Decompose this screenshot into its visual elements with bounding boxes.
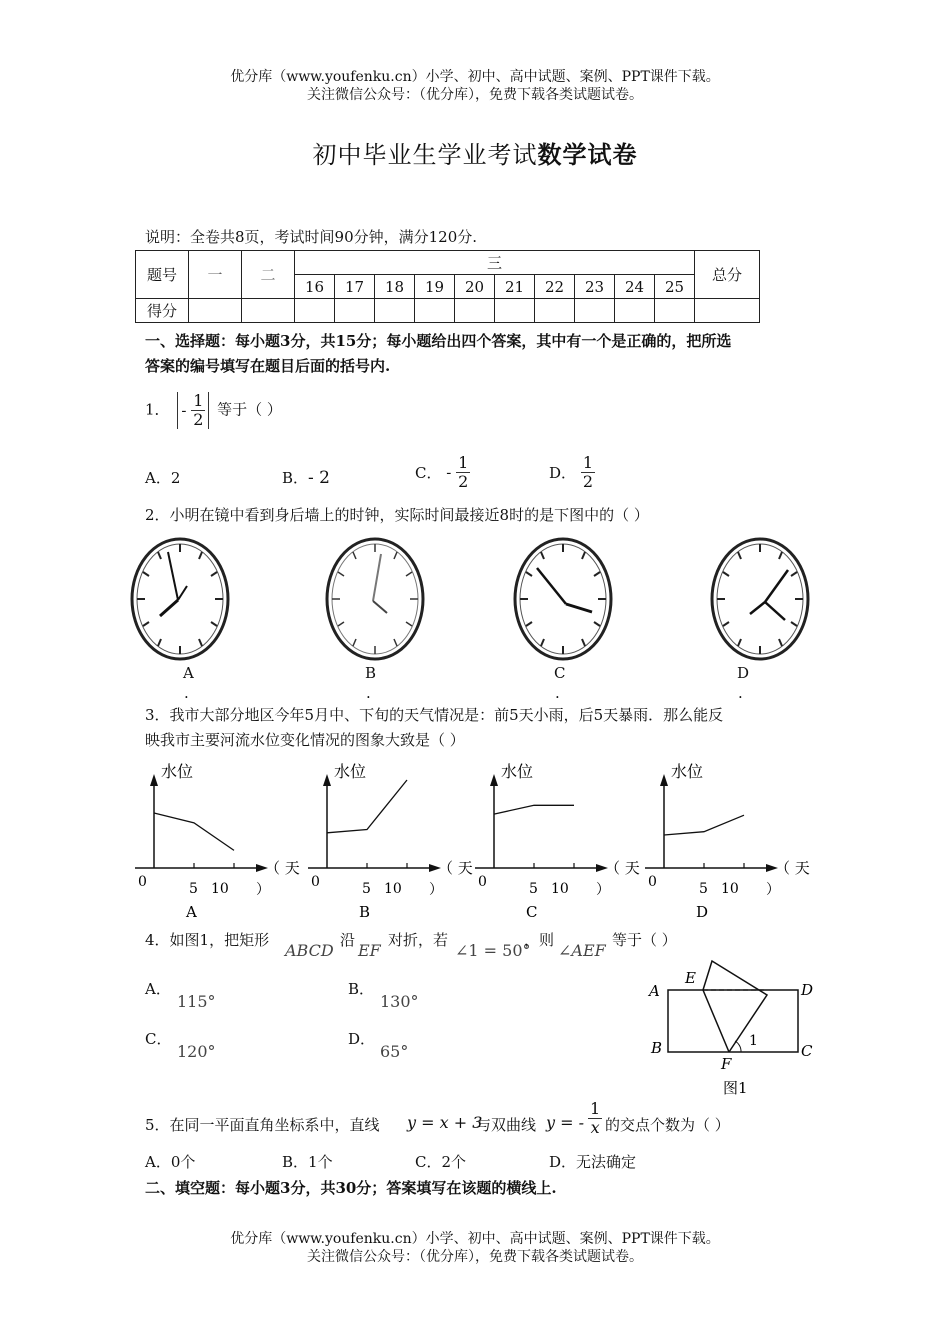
x-axis-label: （ 天 — [775, 859, 810, 877]
y-axis-label: 水位 — [501, 762, 534, 781]
graph-option-label: B — [359, 903, 371, 921]
question-number-cell: 23 — [575, 275, 615, 299]
q4-angle1: ∠1 = 50° — [455, 941, 531, 960]
figure-1-fold — [645, 955, 825, 1100]
page-title — [0, 135, 950, 170]
tick-label-5: 5 — [362, 881, 371, 897]
question-number-cell: 25 — [655, 275, 695, 299]
q4-prefix: 4．如图1，把矩形 — [145, 931, 270, 949]
tick-label-10: 10 — [721, 881, 739, 897]
label-point-b: B — [651, 1039, 663, 1057]
label-point-d: D — [801, 981, 814, 999]
clock-label-b: B — [365, 664, 377, 682]
q1-option-a: A．2 — [145, 469, 181, 487]
figure-1-caption: 图1 — [723, 1079, 748, 1097]
origin-label: 0 — [138, 874, 147, 890]
clock-dot-b: . — [366, 684, 371, 702]
q4-option-d-label: D． — [348, 1030, 376, 1048]
score-cell[interactable] — [375, 299, 415, 323]
q1-d-den: 2 — [582, 472, 593, 491]
x-axis-label: （ 天 — [265, 859, 300, 877]
x-axis-label: （ 天 — [438, 859, 473, 877]
score-cell[interactable] — [189, 299, 242, 323]
water-level-series — [494, 805, 574, 814]
tick-label-5: 5 — [529, 881, 538, 897]
graph-option-label: A — [186, 903, 197, 921]
crease-ef — [703, 990, 729, 1052]
score-cell[interactable] — [695, 299, 760, 323]
label-point-c: C — [801, 1042, 813, 1060]
y-axis-label: 水位 — [671, 762, 704, 781]
q2-clocks-figure — [120, 528, 820, 703]
score-cell[interactable] — [415, 299, 455, 323]
header-line-1: 优分库（www.youfenku.cn）小学、初中、高中试题、案例、PPT课件下载。 — [230, 69, 720, 85]
q4-aef: ∠AEF — [558, 941, 606, 960]
q4-option-b-label: B． — [348, 980, 375, 998]
clock-dot-a: . — [184, 684, 189, 702]
q1-c-num: 1 — [458, 453, 469, 472]
q1-b-label: B． — [282, 469, 309, 487]
q2-stem: 2．小明在镜中看到身后墙上的时钟，实际时间最接近8时的是下图中的（ ） — [145, 506, 649, 524]
q5-mid: 与双曲线 — [476, 1116, 537, 1134]
q1-option-c — [415, 454, 470, 491]
q1-option-d — [549, 454, 595, 491]
x-axis-close-paren: ） — [429, 882, 443, 898]
score-table — [135, 250, 760, 323]
origin-label: 0 — [648, 874, 657, 890]
label-point-a: A — [649, 982, 660, 1000]
q3-stem-2: 映我市主要河流水位变化情况的图象大致是（ ） — [145, 731, 465, 749]
label-question: 题号 — [136, 251, 189, 299]
water-level-series — [664, 815, 744, 835]
q5-hyp-num: 1 — [590, 1099, 601, 1118]
x-axis-close-paren: ） — [596, 882, 610, 898]
footer-line-1: 优分库（www.youfenku.cn）小学、初中、高中试题、案例、PPT课件下载。 — [230, 1231, 720, 1247]
y-axis-arrow — [660, 774, 668, 786]
title-normal: 初中毕业生学业考试 — [312, 141, 538, 169]
tick-label-10: 10 — [551, 881, 569, 897]
score-cell[interactable] — [295, 299, 335, 323]
section-2-cell: 二 — [242, 251, 295, 299]
question-number-cell: 19 — [415, 275, 455, 299]
y-axis-label: 水位 — [161, 762, 194, 781]
clock-label-c: C — [554, 664, 566, 682]
water-level-series — [327, 780, 407, 833]
q1-minus: - — [181, 401, 187, 420]
q4-option-a-val: 115° — [177, 992, 216, 1011]
q1-c-label: C． — [415, 464, 442, 482]
q5-hyp-lhs: y = - — [546, 1113, 585, 1132]
q1-c-minus: - — [446, 463, 452, 482]
q4-option-b-val: 130° — [380, 992, 419, 1011]
q1-option-b — [282, 467, 330, 488]
q3-stem-1: 3．我市大部分地区今年5月中、下旬的天气情况是：前5天小雨，后5天暴雨．那么能反 — [145, 706, 724, 724]
q5-prefix: 5．在同一平面直角坐标系中，直线 — [145, 1116, 380, 1134]
clock-dot-c: . — [555, 684, 560, 702]
clock-b — [327, 539, 423, 659]
score-cell[interactable] — [575, 299, 615, 323]
section-1-cell: 一 — [189, 251, 242, 299]
q3-graphs-figure — [130, 758, 820, 923]
section2-heading: 二、填空题：每小题3分，共30分；答案填写在该题的横线上. — [145, 1179, 557, 1197]
q4-option-c-val: 120° — [177, 1042, 216, 1061]
q4-option-d-val: 65° — [380, 1042, 409, 1061]
q4-ef: EF — [358, 941, 381, 960]
clock-label-d: D — [737, 664, 750, 682]
score-cell[interactable] — [655, 299, 695, 323]
question-number-cell: 22 — [535, 275, 575, 299]
tick-label-5: 5 — [699, 881, 708, 897]
origin-label: 0 — [311, 874, 320, 890]
section1-heading-2: 答案的编号填写在题目后面的括号内. — [145, 357, 391, 375]
header-line-2: 关注微信公众号：（优分库），免费下载各类试题试卷。 — [307, 87, 643, 103]
q1-num: 1 — [193, 391, 204, 410]
q4-then: ，则 — [524, 931, 555, 949]
q1-abs — [177, 392, 209, 429]
label-point-e: E — [685, 969, 696, 987]
q4-abcd: ABCD — [285, 941, 334, 960]
label-score: 得分 — [136, 299, 189, 323]
score-cell[interactable] — [615, 299, 655, 323]
q4-equals: 等于（ ） — [612, 931, 677, 949]
x-axis-close-paren: ） — [256, 882, 270, 898]
q1-d-label: D． — [549, 464, 577, 482]
question-number-cell: 17 — [335, 275, 375, 299]
tick-label-10: 10 — [211, 881, 229, 897]
score-cell[interactable] — [535, 299, 575, 323]
graph-option-label: C — [526, 903, 538, 921]
clock-d — [712, 539, 808, 659]
q4-option-a-label: A． — [145, 980, 171, 998]
q5-suffix: 的交点个数为（ ） — [605, 1116, 730, 1134]
q1-d-num: 1 — [582, 453, 593, 472]
title-bold: 数学试卷 — [537, 140, 638, 169]
q4-option-c-label: C． — [145, 1030, 172, 1048]
y-axis-arrow — [150, 774, 158, 786]
clock-dot-d: . — [738, 684, 743, 702]
q1-prefix: 1． — [145, 400, 170, 419]
tick-label-10: 10 — [384, 881, 402, 897]
q1-c-den: 2 — [458, 472, 469, 491]
exam-note: 说明：全卷共8页，考试时间90分钟，满分120分. — [145, 228, 478, 246]
footer-line-2: 关注微信公众号：（优分库），免费下载各类试题试卷。 — [307, 1249, 643, 1265]
q1-suffix: 等于（ ） — [217, 400, 282, 419]
q1-fraction — [191, 392, 205, 429]
score-row — [136, 299, 760, 323]
score-cell[interactable] — [495, 299, 535, 323]
y-axis-label: 水位 — [334, 762, 367, 781]
score-cell[interactable] — [242, 299, 295, 323]
clock-a — [132, 539, 228, 659]
question-number-cell: 20 — [455, 275, 495, 299]
q5-option-c: C．2个 — [415, 1153, 467, 1171]
question-number-cell: 21 — [495, 275, 535, 299]
score-cell[interactable] — [455, 299, 495, 323]
y-axis-arrow — [490, 774, 498, 786]
section1-heading-1: 一、选择题：每小题3分，共15分；每小题给出四个答案，其中有一个是正确的，把所选 — [145, 332, 732, 350]
q1-c-fraction — [456, 454, 470, 491]
tick-label-5: 5 — [189, 881, 198, 897]
q1-den: 2 — [193, 410, 204, 429]
q5-option-d: D．无法确定 — [549, 1153, 637, 1171]
label-total: 总分 — [695, 251, 760, 299]
y-axis-arrow — [323, 774, 331, 786]
question-number-cell: 16 — [295, 275, 335, 299]
label-point-f: F — [721, 1055, 732, 1073]
q5-option-a: A．0个 — [145, 1153, 196, 1171]
q4-along: 沿 — [340, 931, 356, 949]
q1-stem — [145, 392, 282, 429]
question-number-cell: 18 — [375, 275, 415, 299]
q4-fold: 对折，若 — [388, 931, 449, 949]
label-angle-1: 1 — [749, 1033, 758, 1049]
origin-label: 0 — [478, 874, 487, 890]
x-axis-label: （ 天 — [605, 859, 640, 877]
q5-option-b: B．1个 — [282, 1153, 333, 1171]
q5-hyp-fraction — [588, 1100, 602, 1137]
q1-b-val: - 2 — [308, 468, 330, 488]
section-3-cell: 三 — [295, 251, 695, 275]
score-cell[interactable] — [335, 299, 375, 323]
clock-c — [515, 539, 611, 659]
graph-option-label: D — [696, 903, 709, 921]
rectangle-abcd — [668, 990, 798, 1052]
x-axis-close-paren: ） — [766, 882, 780, 898]
q1-d-fraction — [581, 454, 595, 491]
q5-hyp-den: x — [590, 1118, 600, 1137]
question-number-cell: 24 — [615, 275, 655, 299]
q5-line-eq: y = x + 3 — [407, 1113, 483, 1132]
clock-label-a: A — [183, 664, 194, 682]
water-level-series — [154, 813, 234, 850]
